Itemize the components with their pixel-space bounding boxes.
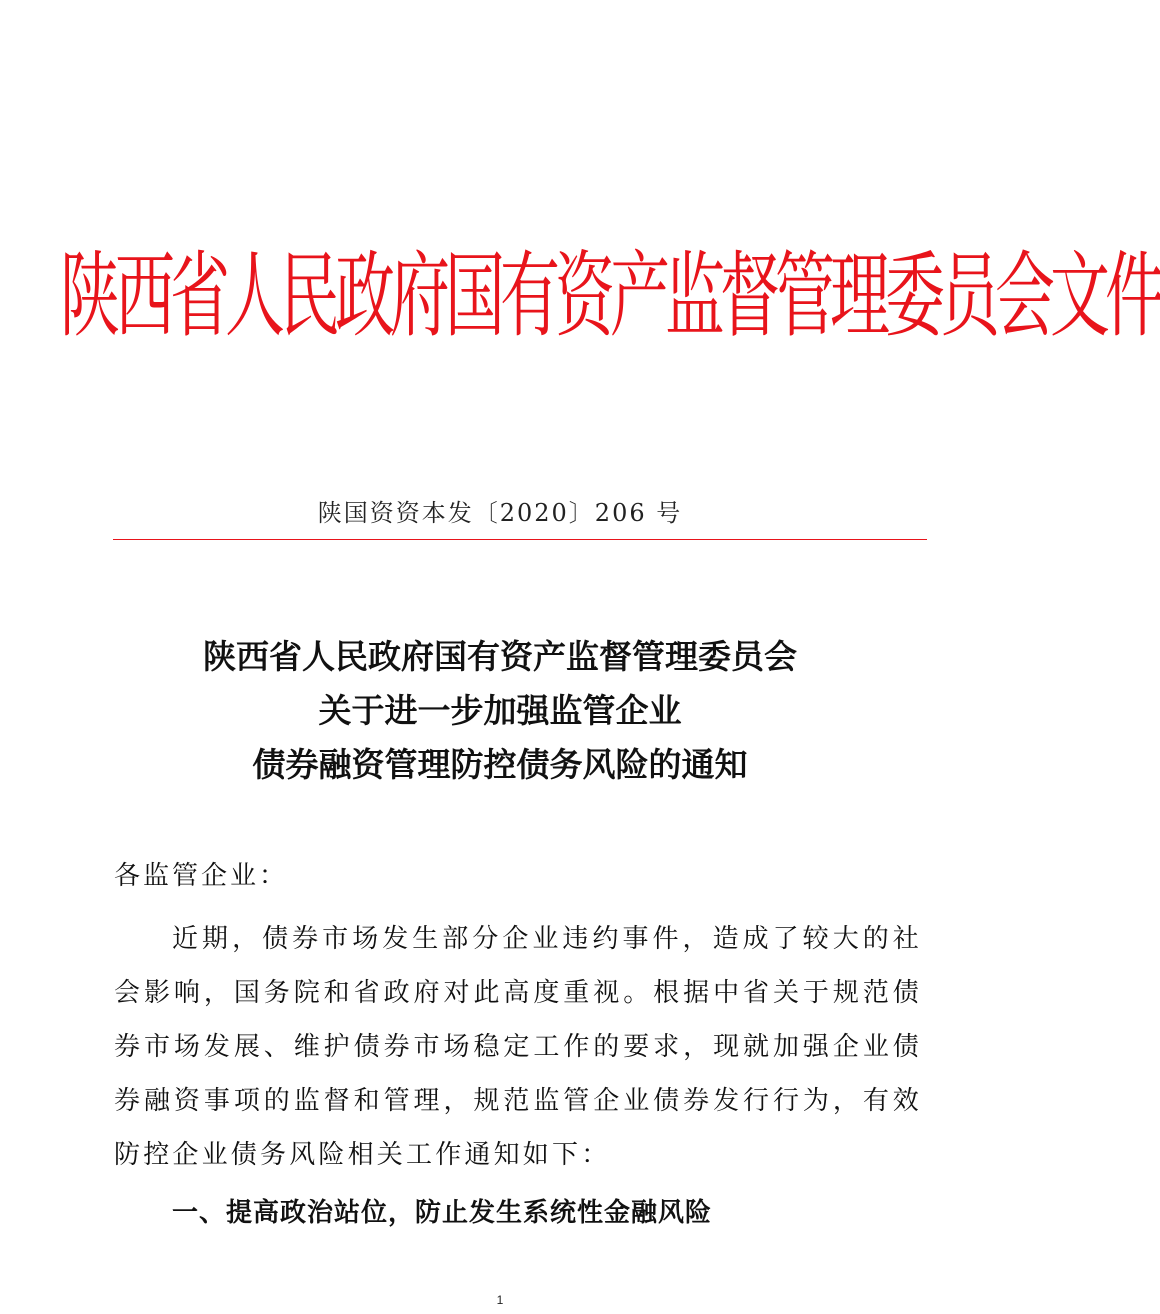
document-title [0, 630, 1000, 792]
red-masthead-title: 陕西省人民政府国有资产监督管理委员会文件 [60, 242, 1160, 352]
title-line-1: 陕西省人民政府国有资产监督管理委员会 [203, 637, 797, 676]
salutation: 各监管企业： [114, 861, 289, 891]
red-divider-line [113, 539, 927, 540]
section-heading-1: 一、提高政治站位，防止发生系统性金融风险 [172, 1198, 713, 1228]
title-line-2: 关于进一步加强监管企业 [318, 691, 682, 730]
page-number: 1 [496, 1293, 504, 1307]
body-paragraph: 近期，债券市场发生部分企业违约事件，造成了较大的社会影响，国务院和省政府对此高度重视。根据中省关于规范债券市场发展、维护债券市场稳定工作的要求，现就加强企业债券融资事项的监督和管理，规范监管企业债券发行行为，有效防控企业债务风险相关工作通知如下： [114, 924, 922, 1170]
title-line-3: 债券融资管理防控债务风险的通知 [252, 745, 748, 784]
document-number: 陕国资资本发〔2020〕206 号 [317, 499, 683, 527]
